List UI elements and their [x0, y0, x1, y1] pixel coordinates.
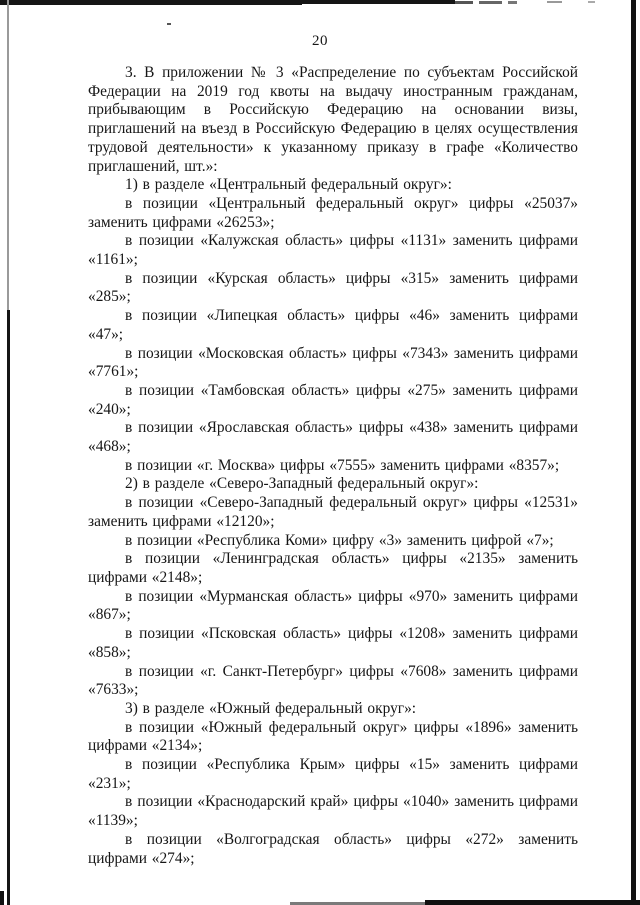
- paragraph: в позиции «Курская область» цифры «315» заменить цифрами «285»;: [88, 269, 578, 306]
- paragraph: в позиции «Республика Коми» цифру «3» заменить цифрой «7»;: [125, 531, 554, 549]
- scan-edge-top-dash: [508, 1, 517, 4]
- paragraph: в позиции «Северо-Западный федеральный округ» цифры «12531» заменить цифрами «12120»;: [88, 494, 578, 530]
- scan-edge-top: [0, 0, 302, 5]
- paragraph: в позиции «Ярославская область» цифры «438» заменить цифрами «468»;: [88, 419, 578, 456]
- paragraph: в позиции «г. Санкт-Петербург» цифры «7608» заменить цифрами «7633»;: [88, 662, 578, 699]
- paragraph: в позиции «Ленинградская область» цифры «2135» заменить цифрами «2148»;: [88, 550, 578, 586]
- page-number: 20: [312, 33, 328, 49]
- scan-edge-top-dash: [547, 1, 562, 3]
- scan-edge-top-dash: [588, 1, 595, 3]
- paragraph: в позиции «Южный федеральный округ» цифры «1896» заменить цифрами «2134»;: [88, 718, 578, 755]
- paragraph: в позиции «Липецкая область» цифры «46» заменить цифрами «47»;: [88, 307, 578, 343]
- paragraph: 2) в разделе «Северо-Западный федеральный округ»:: [125, 475, 479, 493]
- scan-edge-top-dash: [455, 1, 473, 4]
- document-body: [88, 64, 578, 868]
- paragraph: в позиции «Московская область» цифры «7343» заменить цифрами «7761»;: [88, 344, 578, 381]
- paragraph: в позиции «Мурманская область» цифры «970» заменить цифрами «867»;: [88, 587, 578, 624]
- paragraph: в позиции «Республика Крым» цифры «15» заменить цифрами «231»;: [88, 756, 578, 792]
- paragraph: в позиции «Центральный федеральный округ» цифры «25037» заменить цифрами «26253»;: [88, 194, 578, 231]
- paragraph: в позиции «Волгоградская область» цифры «272» заменить цифрами «274»;: [88, 830, 578, 867]
- paragraph: в позиции «Краснодарский край» цифры «1040» заменить цифрами «1139»;: [88, 793, 578, 830]
- scan-edge-top-dash: [479, 1, 502, 4]
- paragraph: в позиции «Калужская область» цифры «1131» заменить цифрами «1161»;: [88, 232, 578, 269]
- paragraph: 3) в разделе «Южный федеральный округ»:: [125, 699, 417, 717]
- scan-edge-corner: [0, 891, 4, 905]
- scan-edge-left: [7, 310, 10, 905]
- scan-edge-right: [631, 0, 636, 905]
- scan-edge-top: [302, 0, 455, 4]
- scan-speck: [167, 23, 171, 25]
- paragraph: в позиции «Тамбовская область» цифры «275» заменить цифрами «240»;: [88, 381, 578, 418]
- paragraph: в позиции «Псковская область» цифры «1208» заменить цифрами «858»;: [88, 625, 578, 661]
- scan-edge-bottom: [425, 900, 640, 905]
- paragraph: 1) в разделе «Центральный федеральный округ»:: [125, 176, 452, 194]
- paragraph: в позиции «г. Москва» цифры «7555» заменить цифрами «8357»;: [125, 456, 560, 474]
- paragraph: 3. В приложении № 3 «Распределение по субъектам Российской Федерации на 2019 год квоты на выдачу иностранным гражданам, прибывающим в Российскую Федерацию на основании визы, приглашений на въезд в Российскую Федерацию в целях осуществления трудовой деятельности» к указанному приказу в графе «Количество приглашений, шт.»:: [88, 64, 578, 175]
- scan-edge-left: [7, 0, 9, 310]
